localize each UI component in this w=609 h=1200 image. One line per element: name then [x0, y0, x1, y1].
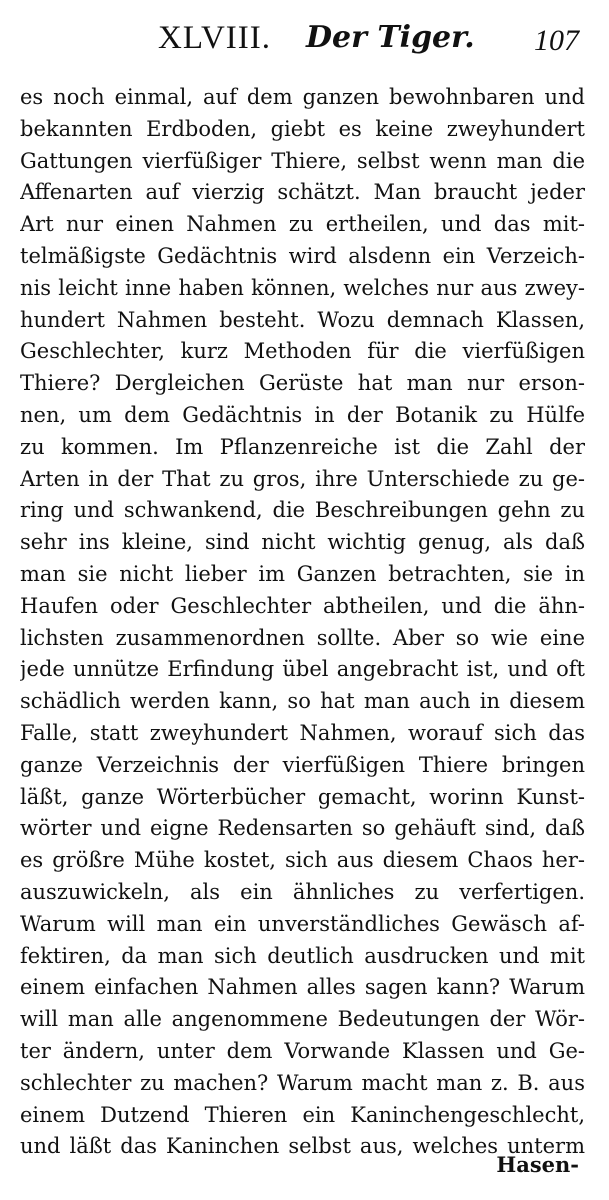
chapter-number: XLVIII. — [158, 20, 272, 56]
text-line: schädlich werden kann, so hat man auch in diesem — [20, 689, 585, 714]
text-line: Art nur einen Nahmen zu ertheilen, und das mit- — [20, 212, 585, 237]
text-line: Gattungen vierfüßiger Thiere, selbst wenn man die — [20, 148, 585, 173]
text-line: nis leicht inne haben können, welches nur aus zwey- — [20, 275, 585, 300]
text-line: auszuwickeln, als ein ähnliches zu verfertigen. — [20, 879, 585, 904]
text-line: schlechter zu machen? Warum macht man z. B. aus — [20, 1070, 585, 1095]
text-line: telmäßigste Gedächtnis wird alsdenn ein Verzeich- — [20, 243, 585, 268]
body-text — [20, 82, 585, 1163]
text-line: es größre Mühe kostet, sich aus diesem Chaos her- — [20, 848, 585, 873]
text-line: es noch einmal, auf dem ganzen bewohnbaren und — [20, 85, 585, 109]
text-line: lichsten zusammenordnen sollte. Aber so wie eine — [20, 625, 585, 650]
text-line: ter ändern, unter dem Vorwande Klassen und Ge- — [20, 1038, 585, 1063]
text-line: Warum will man ein unverständliches Gewäsch af- — [20, 911, 585, 936]
text-line: wörter und eigne Redensarten so gehäuft sind, daß — [20, 816, 585, 841]
text-line: einem Dutzend Thieren ein Kaninchengeschlecht, — [20, 1102, 585, 1127]
page-header — [0, 18, 609, 70]
text-line: man sie nicht lieber im Ganzen betrachten, sie in — [20, 561, 585, 586]
text-line: nen, um dem Gedächtnis in der Botanik zu Hülfe — [20, 402, 585, 427]
text-line: Haufen oder Geschlechter abtheilen, und die ähn- — [20, 593, 585, 618]
text-line: und läßt das Kaninchen selbst aus, welches unterm — [20, 1134, 585, 1159]
text-line: will man alle angenommene Bedeutungen der Wör- — [20, 1007, 585, 1032]
text-line: bekannten Erdboden, giebt es keine zweyhundert — [20, 116, 585, 141]
text-line: Falle, statt zweyhundert Nahmen, worauf sich das — [20, 720, 585, 745]
text-line: Affenarten auf vierzig schätzt. Man braucht jeder — [20, 180, 585, 205]
text-line: Thiere? Dergleichen Gerüste hat man nur erson- — [20, 371, 585, 396]
text-line: hundert Nahmen besteht. Wozu demnach Klassen, — [20, 307, 585, 332]
text-line: Arten in der That zu gros, ihre Unterschiede zu ge- — [20, 466, 585, 491]
text-line: fektiren, da man sich deutlich ausdrucken und mit — [20, 943, 585, 968]
text-line: jede unnütze Erfindung übel angebracht ist, und oft — [20, 657, 585, 682]
text-line: einem einfachen Nahmen alles sagen kann? Warum — [20, 975, 585, 1000]
text-line: sehr ins kleine, sind nicht wichtig genug, als daß — [20, 530, 585, 555]
catchword: Hasen- — [496, 1152, 579, 1177]
text-line: Geschlechter, kurz Methoden für die vierfüßigen — [20, 339, 585, 364]
text-line: ring und schwankend, die Beschreibungen gehn zu — [20, 498, 585, 523]
text-line: läßt, ganze Wörterbücher gemacht, worinn Kunst- — [20, 784, 585, 809]
text-line: zu kommen. Im Pflanzenreiche ist die Zahl der — [20, 434, 585, 459]
running-title: Der Tiger. — [306, 20, 475, 55]
text-line: ganze Verzeichnis der vierfüßigen Thiere bringen — [20, 752, 585, 777]
page-number: 107 — [534, 24, 579, 57]
